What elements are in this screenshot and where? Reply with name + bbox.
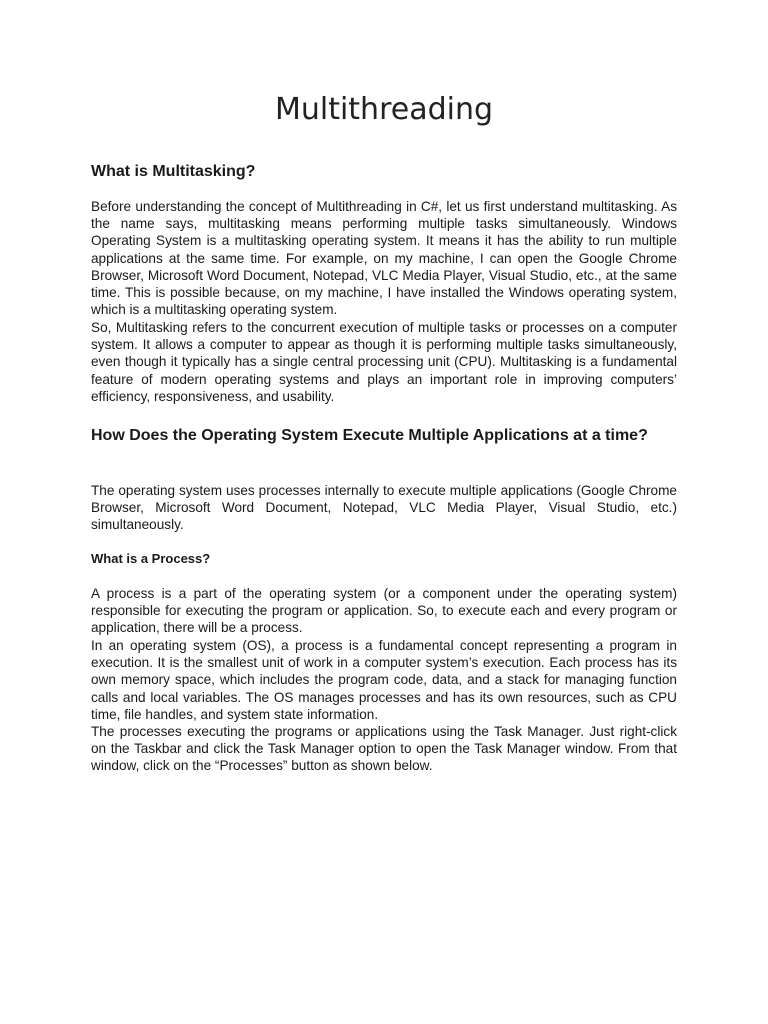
paragraph-task-manager: The processes executing the programs or applications using the Task Manager. Just right-click on the Taskbar and click the Task Manager option to open the Task Manager window. From that window, click on the “Processes” button as shown below.: [91, 724, 677, 774]
document-title: Multithreading: [274, 92, 494, 127]
section-heading-process: What is a Process?: [91, 551, 211, 566]
paragraph-os-processes: The operating system uses processes internally to execute multiple applications (Google Chrome Browser, Microsoft Word Document, Notepad, VLC Media Player, Visual Studio, etc.) simultaneously.: [91, 483, 677, 533]
paragraph-process-os-concept: In an operating system (OS), a process is a fundamental concept representing a program in execution. It is the smallest unit of work in a computer system’s execution. Each process has its own memory space, which includes the program code, data, and a stack for managing function calls and local variables. The OS manages processes and has its own resources, such as CPU time, file handles, and system state information.: [91, 638, 677, 722]
paragraph-process-definition: A process is a part of the operating system (or a component under the operating system) responsible for executing the program or application. So, to execute each and every program or application, there will be a process.: [91, 586, 677, 636]
paragraph-multitasking-definition: So, Multitasking refers to the concurrent execution of multiple tasks or processes on a computer system. It allows a computer to appear as though it is performing multiple tasks simultaneously, even though it typically has a single central processing unit (CPU). Multitasking is a fundamental feature of modern operating systems and plays an important role in improving computers’ efficiency, responsiveness, and usability.: [91, 320, 677, 404]
section-heading-multitasking: What is Multitasking?: [91, 163, 256, 180]
section-heading-os-execution: How Does the Operating System Execute Multiple Applications at a time?: [91, 427, 648, 444]
paragraph-multitasking-intro: Before understanding the concept of Multithreading in C#, let us first understand multitasking. As the name says, multitasking means performing multiple tasks simultaneously. Windows Operating System is a multitasking operating system. It means it has the ability to run multiple applications at the same time. For example, on my machine, I can open the Google Chrome Browser, Microsoft Word Document, Notepad, VLC Media Player, Visual Studio, etc., at the same time. This is possible because, on my machine, I have installed the Windows operating system, which is a multitasking operating system.: [91, 199, 677, 318]
